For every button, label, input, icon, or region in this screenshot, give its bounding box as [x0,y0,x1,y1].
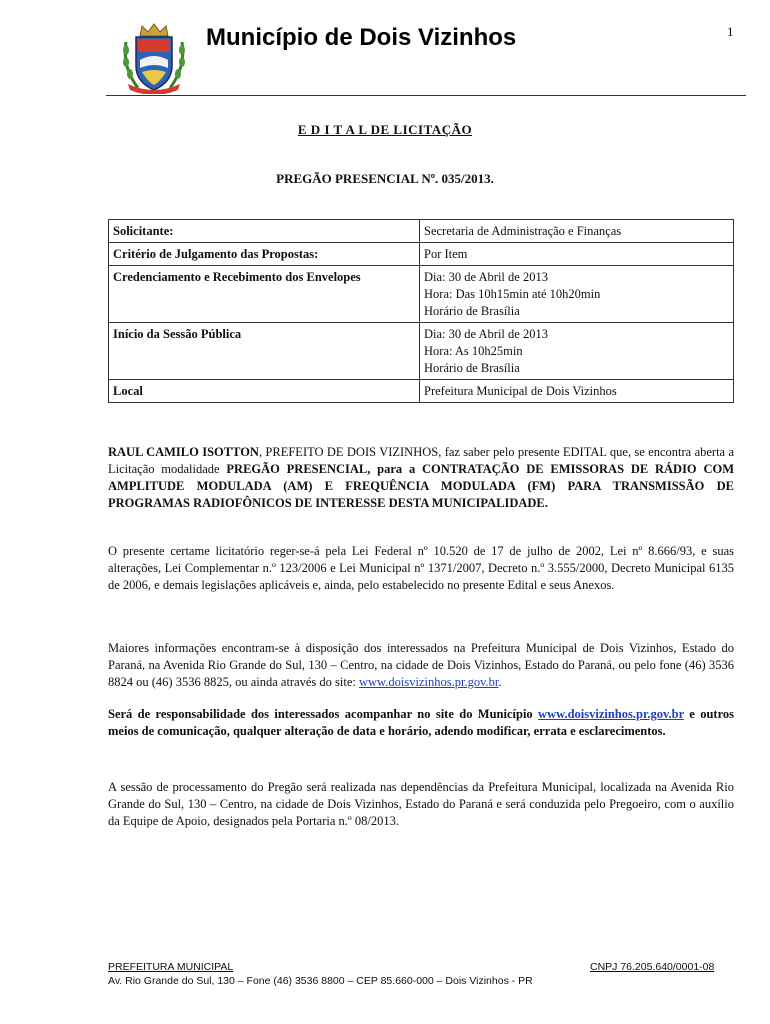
footer-org: PREFEITURA MUNICIPAL [108,961,234,973]
row-value-line: Horário de Brasília [424,304,520,318]
responsibility-text-2: e outros meios de comunicação, qualquer alteração de data e horário, adendo modificar, errata e esclarecimentos. [108,707,735,738]
table-row [109,266,734,323]
row-value-line: Dia: 30 de Abril de 2013 [424,270,548,284]
footer-address: Av. Rio Grande do Sul, 130 – Fone (46) 3536 8800 – CEP 85.660-000 – Dois Vizinhos - PR [108,975,533,987]
row-label: Local [109,380,420,403]
responsibility-paragraph [108,706,734,740]
legal-basis-paragraph: O presente certame licitatório reger-se-á pela Lei Federal nº 10.520 de 17 de julho de 2002, Lei nº 8.666/93, e suas alterações, Lei Complementar n.º 123/2006 e Lei Municipal nº 1371/2007, Decreto n.º 3.555/2000, Decreto Municipal 6135 de 2006, e demais legislações aplicáveis e, ainda, pelo estabelecido no presente Edital e seus Anexos. [108,544,734,592]
mayor-name: RAUL CAMILO ISOTTON [108,445,259,459]
row-label: Início da Sessão Pública [109,323,420,380]
footer-cnpj: CNPJ 76.205.640/0001-08 [590,961,715,973]
row-label: Credenciamento e Recebimento dos Envelopes [109,266,420,323]
session-paragraph: A sessão de processamento do Pregão será realizada nas dependências da Prefeitura Municipal, localizada na Avenida Rio Grande do Sul, 130 – Centro, na cidade de Dois Vizinhos, Estado do Paraná e será conduzida pelo Pregoeiro, com o auxílio da Equipe de Apoio, designados pela Portaria n.º 08/2013. [108,780,734,828]
table-row [109,380,734,403]
row-value-line: Horário de Brasília [424,361,520,375]
row-value-line: Por Item [424,247,468,261]
row-value-line: Secretaria de Administração e Finanças [424,224,622,238]
municipal-crest-icon [120,22,188,94]
contact-text: Maiores informações encontram-se à disposição dos interessados na Prefeitura Municipal de Dois Vizinhos, Estado do Paraná, na Avenida Rio Grande do Sul, 130 – Centro, na cidade de Dois Vizinhos, Estado do Paraná, ou pelo fone (46) 3536 8824 ou (46) 3536 8825, ou ainda através do site: [108,641,734,689]
row-value-line: Prefeitura Municipal de Dois Vizinhos [424,384,617,398]
row-value-line: Hora: Das 10h15min até 10h20min [424,287,601,301]
pregao-title: PREGÃO PRESENCIAL Nº. 035/2013. [276,171,494,186]
intro-text: , PREFEITO DE DOIS VIZINHOS, faz saber pelo presente EDITAL que, se encontra aberta a Licitação modalidade [108,445,734,476]
table-row [109,323,734,380]
header-divider [106,95,746,96]
bid-info-table [108,219,734,403]
page-number: 1 [727,24,734,39]
row-value [420,220,734,243]
row-label: Solicitante: [109,220,420,243]
row-value [420,266,734,323]
row-value [420,243,734,266]
table-row [109,243,734,266]
responsibility-text-1: Será de responsabilidade dos interessados acompanhar no site do Município [108,707,539,721]
edital-title: E D I T A L DE LICITAÇÃO [297,122,473,137]
row-value [420,380,734,403]
website-link[interactable]: www.doisvizinhos.pr.gov.br [359,675,499,689]
row-value [420,323,734,380]
row-label: Critério de Julgamento das Propostas: [109,243,420,266]
website-link-2[interactable]: www.doisvizinhos.pr.gov.br [538,707,684,721]
intro-paragraph [108,444,734,512]
row-value-line: Dia: 30 de Abril de 2013 [424,327,548,341]
contact-end: . [498,675,502,689]
intro-object: PREGÃO PRESENCIAL, para a CONTRATAÇÃO DE EMISSORAS DE RÁDIO COM AMPLITUDE MODULADA (AM) E FREQUÊNCIA MODULADA (FM) PARA TRANSMISSÃO DE PROGRAMAS RADIOFÔNICOS DE INTERESSE DESTA MUNICIPALIDADE. [108,462,734,510]
contact-paragraph [108,640,734,691]
table-row [109,220,734,243]
page-header [0,0,770,98]
row-value-line: Hora: As 10h25min [424,344,523,358]
municipality-title: Município de Dois Vizinhos [206,24,517,51]
